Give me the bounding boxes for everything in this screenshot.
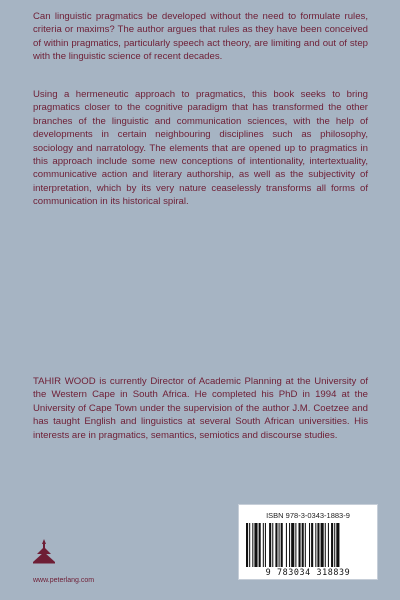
barcode-digits: 9 783034 318839 bbox=[265, 567, 351, 577]
publisher-url[interactable]: www.peterlang.com bbox=[33, 577, 95, 584]
barcode-area bbox=[238, 504, 378, 580]
barcode-bars bbox=[245, 523, 371, 567]
isbn-label: ISBN 978-3-0343-1883-9 bbox=[266, 511, 350, 520]
blurb-paragraph-1: Can linguistic pragmatics be developed without the need to formulate rules, criteria or maxims? The author argues that rules as they have been conceived of within pragmatics, particularly speech act theory, are limiting and out of step with the linguistic science of recent decades. bbox=[33, 11, 368, 63]
blurb-paragraph-2: Using a hermeneutic approach to pragmatics, this book seeks to bring pragmatics closer to the cognitive paradigm that has transformed the other branches of the linguistic and communication sciences, with the help of developments in certain neighbouring disciplines such as philosophy, sociology and narratology. The elements that are opened up to pragmatics in this approach include some new conceptions of intentionality, intertextuality, communicative action and literary authorship, as well as the subjectivity of interpretation, which by its very nature ceaselessly transforms all forms of communication in its historical spiral. bbox=[33, 89, 368, 208]
peter-lang-logo-icon bbox=[31, 538, 57, 564]
author-bio: TAHIR WOOD is currently Director of Academic Planning at the University of the Western Cape in South Africa. He completed his PhD in 1994 at the University of Cape Town under the supervision of the author J.M. Coetzee and has taught English and linguistics at several South African universities. His interests are in pragmatics, semantics, semiotics and discourse studies. bbox=[33, 376, 368, 441]
